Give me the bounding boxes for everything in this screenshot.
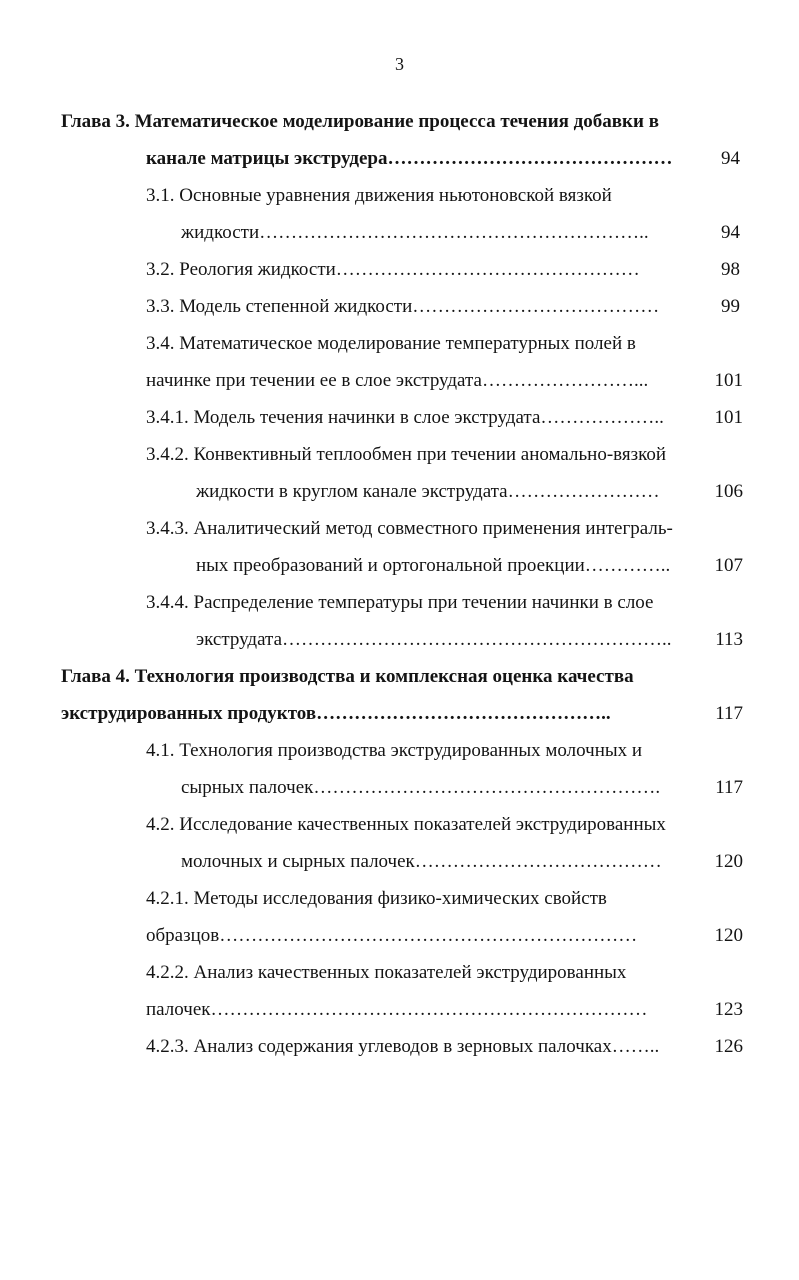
toc-section-4-2-2-line-2: палочек…………………………………………………………… xyxy=(146,999,648,1020)
toc-section-4-2-3-page: 126 xyxy=(714,1036,743,1057)
toc-chapter-4-page: 117 xyxy=(715,703,743,724)
toc-section-4-2-2-line-1: 4.2.2. Анализ качественных показателей экструдированных xyxy=(146,962,627,983)
toc-section-3-1-line-1: 3.1. Основные уравнения движения ньютоновской вязкой xyxy=(146,185,612,206)
toc-section-4-1-line-2: сырных палочек………………………………………………. xyxy=(181,777,661,798)
toc-section-4-1-page: 117 xyxy=(715,777,743,798)
toc-chapter-4-title-line-2: экструдированных продуктов……………………………………….. xyxy=(61,703,611,724)
toc-section-4-2-page: 120 xyxy=(714,851,743,872)
toc-section-3-1-page: 94 xyxy=(721,222,740,243)
toc-section-3-4-page: 101 xyxy=(714,370,743,391)
toc-section-4-2-line-2: молочных и сырных палочек………………………………… xyxy=(181,851,662,872)
toc-section-3-4-line-1: 3.4. Математическое моделирование температурных полей в xyxy=(146,333,636,354)
toc-section-3-4-line-2: начинке при течении ее в слое экструдата……………………... xyxy=(146,370,649,391)
toc-chapter-4-title-line-1: Глава 4. Технология производства и комплексная оценка качества xyxy=(61,666,634,687)
toc-section-3-4-4-line-2: экструдата…………………………………………………….. xyxy=(196,629,672,650)
toc-chapter-3-title-line-1: Глава 3. Математическое моделирование процесса течения добавки в xyxy=(61,111,659,132)
toc-section-4-2-1-line-1: 4.2.1. Методы исследования физико-химических свойств xyxy=(146,888,607,909)
toc-chapter-3-page: 94 xyxy=(721,148,740,169)
toc-section-3-4-3-page: 107 xyxy=(714,555,743,576)
toc-section-3-4-2-line-1: 3.4.2. Конвективный теплообмен при течении аномально-вязкой xyxy=(146,444,667,465)
toc-section-3-3: 3.3. Модель степенной жидкости………………………………… xyxy=(146,296,660,317)
toc-section-3-4-1-page: 101 xyxy=(714,407,743,428)
toc-section-3-1-line-2: жидкости…………………………………………………….. xyxy=(181,222,649,243)
toc-section-3-2: 3.2. Реология жидкости………………………………………… xyxy=(146,259,640,280)
toc-section-3-2-page: 98 xyxy=(721,259,740,280)
toc-section-3-4-1: 3.4.1. Модель течения начинки в слое экструдата……………….. xyxy=(146,407,664,428)
toc-section-3-3-page: 99 xyxy=(721,296,740,317)
toc-section-4-2-line-1: 4.2. Исследование качественных показателей экструдированных xyxy=(146,814,666,835)
toc-section-4-2-3: 4.2.3. Анализ содержания углеводов в зерновых палочках…….. xyxy=(146,1036,660,1057)
toc-section-4-2-2-page: 123 xyxy=(714,999,743,1020)
toc-section-4-1-line-1: 4.1. Технология производства экструдированных молочных и xyxy=(146,740,643,761)
toc-section-3-4-2-page: 106 xyxy=(714,481,743,502)
toc-chapter-3-title-line-2: канале матрицы экструдера……………………………………… xyxy=(146,148,673,169)
toc-section-3-4-3-line-1: 3.4.3. Аналитический метод совместного применения интеграль- xyxy=(146,518,673,539)
toc-section-3-4-3-line-2: ных преобразований и ортогональной проекции………….. xyxy=(196,555,671,576)
toc-section-4-2-1-line-2: образцов………………………………………………………… xyxy=(146,925,638,946)
page-number: 3 xyxy=(395,54,404,74)
toc-section-3-4-4-line-1: 3.4.4. Распределение температуры при течении начинки в слое xyxy=(146,592,654,613)
toc-section-3-4-4-page: 113 xyxy=(715,629,743,650)
toc-section-3-4-2-line-2: жидкости в круглом канале экструдата…………………… xyxy=(196,481,660,502)
toc-section-4-2-1-page: 120 xyxy=(714,925,743,946)
